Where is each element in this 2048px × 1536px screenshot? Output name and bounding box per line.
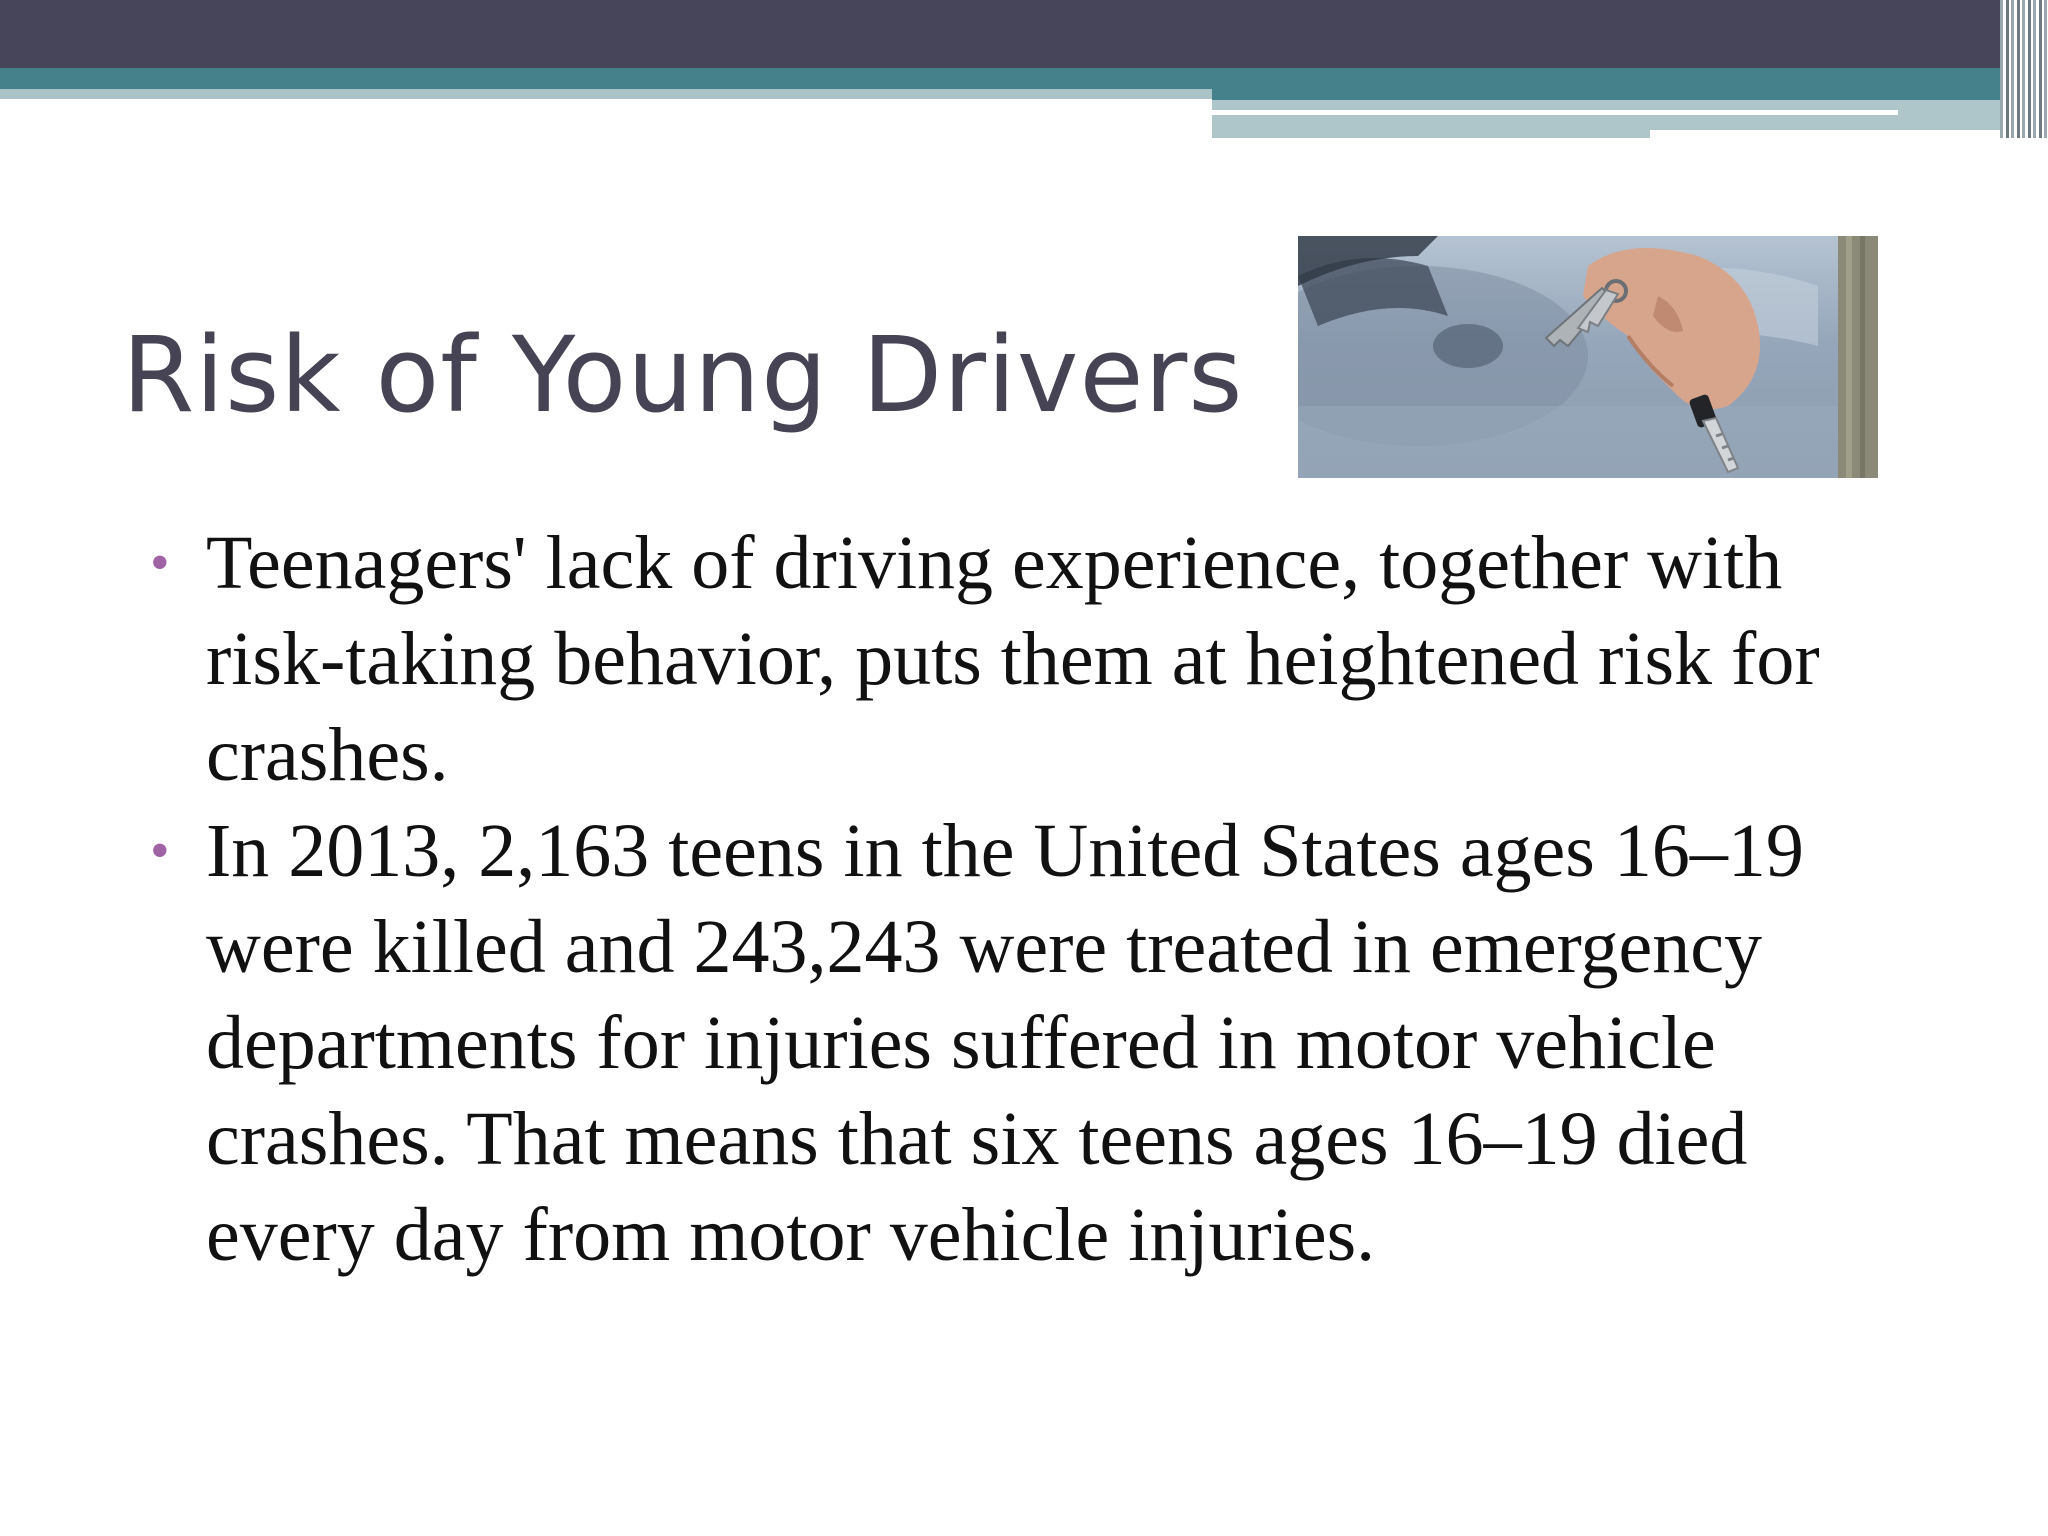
- banner-teal-bar-left: [0, 68, 1212, 89]
- slide-title: Risk of Young Drivers: [122, 314, 1244, 436]
- banner-stripes: [2000, 0, 2048, 138]
- bullet-marker: •: [150, 532, 170, 594]
- bullet-text: Teenagers' lack of driving experience, together with risk-taking behavior, puts them at heightened risk for crashes.: [206, 521, 1820, 797]
- bullet-marker: •: [150, 820, 170, 882]
- list-item: [150, 515, 1910, 803]
- banner-dark-bar: [0, 0, 2048, 68]
- banner-teal-bar-right: [1212, 68, 2048, 100]
- car-keys-icon: [1298, 236, 1878, 478]
- car-keys-photo: [1298, 236, 1878, 478]
- list-item: [150, 803, 1910, 1283]
- banner-white-line: [1650, 130, 2000, 138]
- banner-white-line: [1212, 110, 1898, 115]
- bullet-list: [150, 515, 1910, 1283]
- banner-light-bar-left: [0, 89, 1212, 99]
- bullet-text: In 2013, 2,163 teens in the United States ages 16–19 were killed and 243,243 were treated in emergency departments for injuries suffered in motor vehicle crashes. That means that six teens ages 16–19 died every day from motor vehicle injuries.: [206, 809, 1804, 1277]
